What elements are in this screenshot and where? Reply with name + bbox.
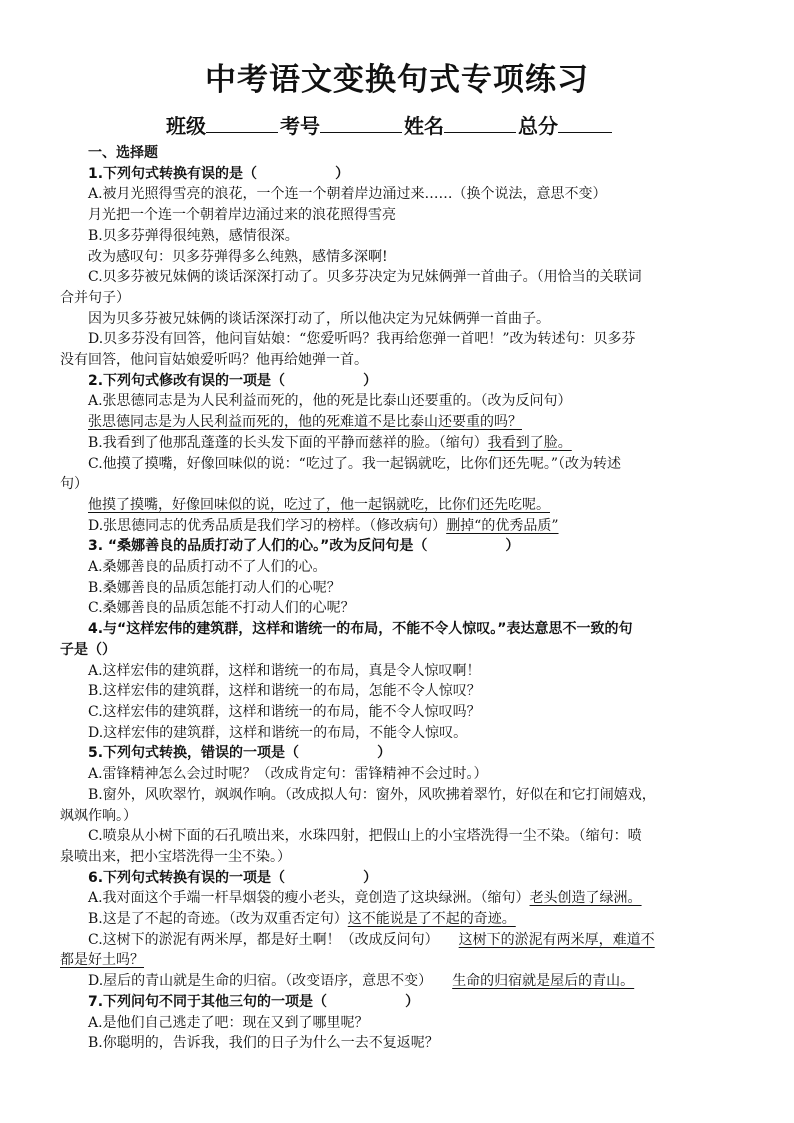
q2-option-c-cont: 句） [60, 476, 88, 493]
q2-option-c: C.他摸了摸嘴，好像回味似的说：“吃过了。我一起锅就吃，比你们还先呢。”（改为转述 [88, 455, 621, 472]
q2-option-b-answer: 我看到了脸。 [487, 434, 572, 451]
q4-option-c: C.这样宏伟的建筑群，这样和谐统一的布局，能不令人惊叹吗？ [88, 703, 481, 720]
question-4-stem: 4.与“这样宏伟的建筑群，这样和谐统一的布局，不能不令人惊叹。”表达意思不一致的句 [88, 621, 633, 638]
q3-option-c: C.桑娜善良的品质怎能不打动人们的心呢？ [88, 600, 355, 617]
q1-option-c-cont: 合并句子） [60, 289, 130, 306]
q1-option-c: C.贝多芬被兄妹俩的谈话深深打动了。贝多芬决定为兄妹俩弹一首曲子。（用恰当的关联词 [88, 269, 642, 286]
q5-option-a: A.雷锋精神怎么会过时呢？（改成肯定句：雷锋精神不会过时。） [88, 766, 488, 783]
q7-option-b: B.你聪明的，告诉我，我们的日子为什么一去不复返呢？ [88, 1035, 439, 1052]
score-blank[interactable] [558, 110, 612, 133]
q1-option-a: A.被月光照得雪亮的浪花，一个连一个朝着岸边涌过来……（换个说法，意思不变） [88, 186, 607, 203]
score-label: 总分 [518, 114, 558, 138]
q2-option-b: B.我看到了他那乱蓬蓬的长头发下面的平静而慈祥的脸。（缩句）我看到了脸。 [88, 434, 572, 451]
q6-option-c-cont: 都是好土吗？ [60, 952, 144, 969]
q1-option-d-cont: 没有回答，他问盲姑娘爱听吗？他再给她弹一首。 [60, 352, 368, 369]
question-3-stem: 3. “桑娜善良的品质打动了人们的心。”改为反问句是（ ） [88, 538, 520, 555]
q6-option-c: C.这树下的淤泥有两米厚，都是好土啊！（改成反问句） 这树下的淤泥有两米厚，难道不 [88, 931, 655, 948]
class-label: 班级 [166, 114, 206, 138]
exam-no-label: 考号 [280, 114, 320, 138]
worksheet-body [60, 143, 734, 1054]
q2-option-a: A.张思德同志是为人民利益而死的，他的死是比泰山还要重的。（改为反问句） [88, 393, 572, 410]
q6-option-a: A.我对面这个手端一杆旱烟袋的瘦小老头，竟创造了这块绿洲。（缩句）老头创造了绿洲。 [88, 890, 642, 907]
q1-option-b-answer: 改为感叹句：贝多芬弹得多么纯熟，感情多深啊! [88, 248, 388, 265]
q6-option-a-answer: 老头创造了绿洲。 [529, 890, 642, 907]
q1-option-a-answer: 月光把一个连一个朝着岸边涌过来的浪花照得雪亮 [88, 207, 396, 224]
q4-option-b: B.这样宏伟的建筑群，这样和谐统一的布局，怎能不令人惊叹？ [88, 683, 481, 700]
q6-option-b-answer: 这不能说是了不起的奇迹。 [347, 911, 516, 928]
question-2-stem: 2.下列句式修改有误的一项是（ ） [88, 372, 378, 389]
question-1-stem: 1.下列句式转换有误的是（ ） [88, 165, 350, 182]
q1-option-c-answer: 因为贝多芬被兄妹俩的谈话深深打动了，所以他决定为兄妹俩弹一首曲子。 [88, 310, 550, 327]
student-info-line [166, 110, 686, 140]
q2-option-d-answer: 删掉“的优秀品质” [446, 517, 559, 534]
q4-option-a: A.这样宏伟的建筑群，这样和谐统一的布局，真是令人惊叹啊！ [88, 662, 481, 679]
q2-option-a-answer: 张思德同志是为人民利益而死的，他的死难道不是比泰山还要重的吗？ [88, 414, 522, 431]
q6-option-d-answer: 生命的归宿就是屋后的青山。 [452, 973, 635, 990]
q1-option-b: B.贝多芬弹得很纯熟，感情很深。 [88, 227, 299, 244]
q5-option-c: C.喷泉从小树下面的石孔喷出来，水珠四射，把假山上的小宝塔洗得一尘不染。（缩句：喷 [88, 828, 642, 845]
q6-option-d: D.屋后的青山就是生命的归宿。（改变语序，意思不变） 生命的归宿就是屋后的青山。 [88, 973, 635, 990]
class-blank[interactable] [206, 110, 278, 133]
q7-option-a: A.是他们自己逃走了吧：现在又到了哪里呢？ [88, 1014, 369, 1031]
exam-no-blank[interactable] [320, 110, 402, 133]
name-blank[interactable] [444, 110, 516, 133]
q5-option-b-cont: 飒飒作响。） [60, 807, 137, 824]
q5-option-b: B.窗外，风吹翠竹，飒飒作响。（改成拟人句：窗外，风吹拂着翠竹，好似在和它打闹嬉戏， [88, 786, 656, 803]
section-heading: 一、选择题 [88, 145, 158, 161]
worksheet-title: 中考语文变换句式专项练习 [205, 62, 589, 98]
question-5-stem: 5.下列句式转换，错误的一项是（ ） [88, 745, 392, 762]
question-6-stem: 6.下列句式转换有误的一项是（ ） [88, 869, 378, 886]
q5-option-c-cont: 泉喷出来，把小宝塔洗得一尘不染。） [60, 848, 291, 865]
q6-option-b: B.这是了不起的奇迹。（改为双重否定句）这不能说是了不起的奇迹。 [88, 911, 516, 928]
q1-option-d: D.贝多芬没有回答，他问盲姑娘：“您爱听吗？我再给您弹一首吧！”改为转述句：贝多芬 [88, 331, 636, 348]
q3-option-b: B.桑娜善良的品质怎能打动人们的心呢？ [88, 579, 341, 596]
question-4-stem-cont: 子是（） [60, 641, 116, 658]
q2-option-d: D.张思德同志的优秀品质是我们学习的榜样。（修改病句）删掉“的优秀品质” [88, 517, 559, 534]
q2-option-c-answer: 他摸了摸嘴，好像回味似的说，吃过了，他一起锅就吃，比你们还先吃呢。 [88, 496, 550, 513]
q4-option-d: D.这样宏伟的建筑群，这样和谐统一的布局，不能令人惊叹。 [88, 724, 468, 741]
question-7-stem: 7.下列问句不同于其他三句的一项是（ ） [88, 993, 420, 1010]
name-label: 姓名 [404, 114, 444, 138]
q3-option-a: A.桑娜善良的品质打动不了人们的心。 [88, 559, 327, 576]
q6-option-c-answer: 这树下的淤泥有两米厚，难道不 [458, 931, 655, 948]
